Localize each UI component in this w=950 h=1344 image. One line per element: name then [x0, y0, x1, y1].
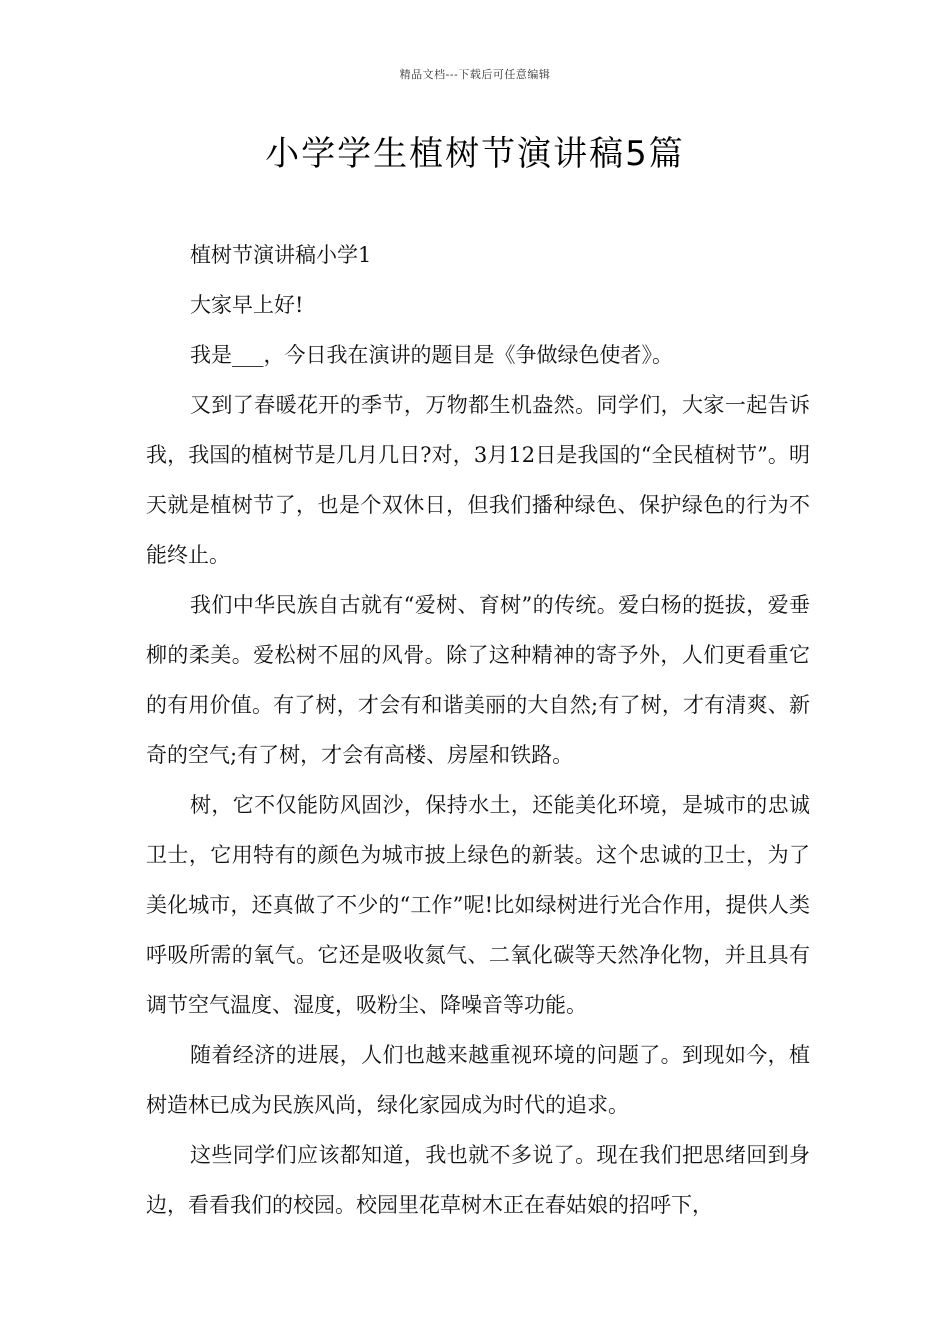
paragraph: 又到了春暖花开的季节，万物都生机盎然。同学们，大家一起告诉我，我国的植树节是几月几日?对，3月12日是我国的“全民植树节”。明天就是植树节了，也是个双休日，但我们播种绿色、保护绿色的行为不能终止。: [146, 393, 810, 567]
paragraph: 我是___，今日我在演讲的题目是《争做绿色使者》。: [190, 343, 673, 367]
paragraph: 随着经济的进展，人们也越来越重视环境的问题了。到现如今，植树造林已成为民族风尚，绿化家园成为时代的追求。: [146, 1043, 810, 1117]
paragraph: 我们中华民族自古就有“爱树、育树”的传统。爱白杨的挺拔，爱垂柳的柔美。爱松树不屈的风骨。除了这种精神的寄予外，人们更看重它的有用价值。有了树，才会有和谐美丽的大自然;有了树，才有清爽、新奇的空气;有了树，才会有高楼、房屋和铁路。: [146, 593, 810, 767]
page-title: 小学学生植树节演讲稿5篇: [265, 134, 685, 174]
header-note: 精品文档---下载后可任意编辑: [399, 68, 551, 81]
paragraph: 树，它不仅能防风固沙，保持水土，还能美化环境，是城市的忠诚卫士，它用特有的颜色为城市披上绿色的新装。这个忠诚的卫士，为了美化城市，还真做了不少的“工作”呢!比如绿树进行光合作用，提供人类呼吸所需的氧气。它还是吸收氮气、二氧化碳等天然净化物，并且具有调节空气温度、湿度，吸粉尘、降噪音等功能。: [146, 793, 810, 1017]
paragraph: 这些同学们应该都知道，我也就不多说了。现在我们把思绪回到身边，看看我们的校园。校园里花草树木正在春姑娘的招呼下，: [146, 1143, 810, 1217]
paragraph: 植树节演讲稿小学1: [190, 243, 372, 267]
paragraph: 大家早上好!: [190, 293, 304, 317]
document-body: [146, 230, 810, 1230]
